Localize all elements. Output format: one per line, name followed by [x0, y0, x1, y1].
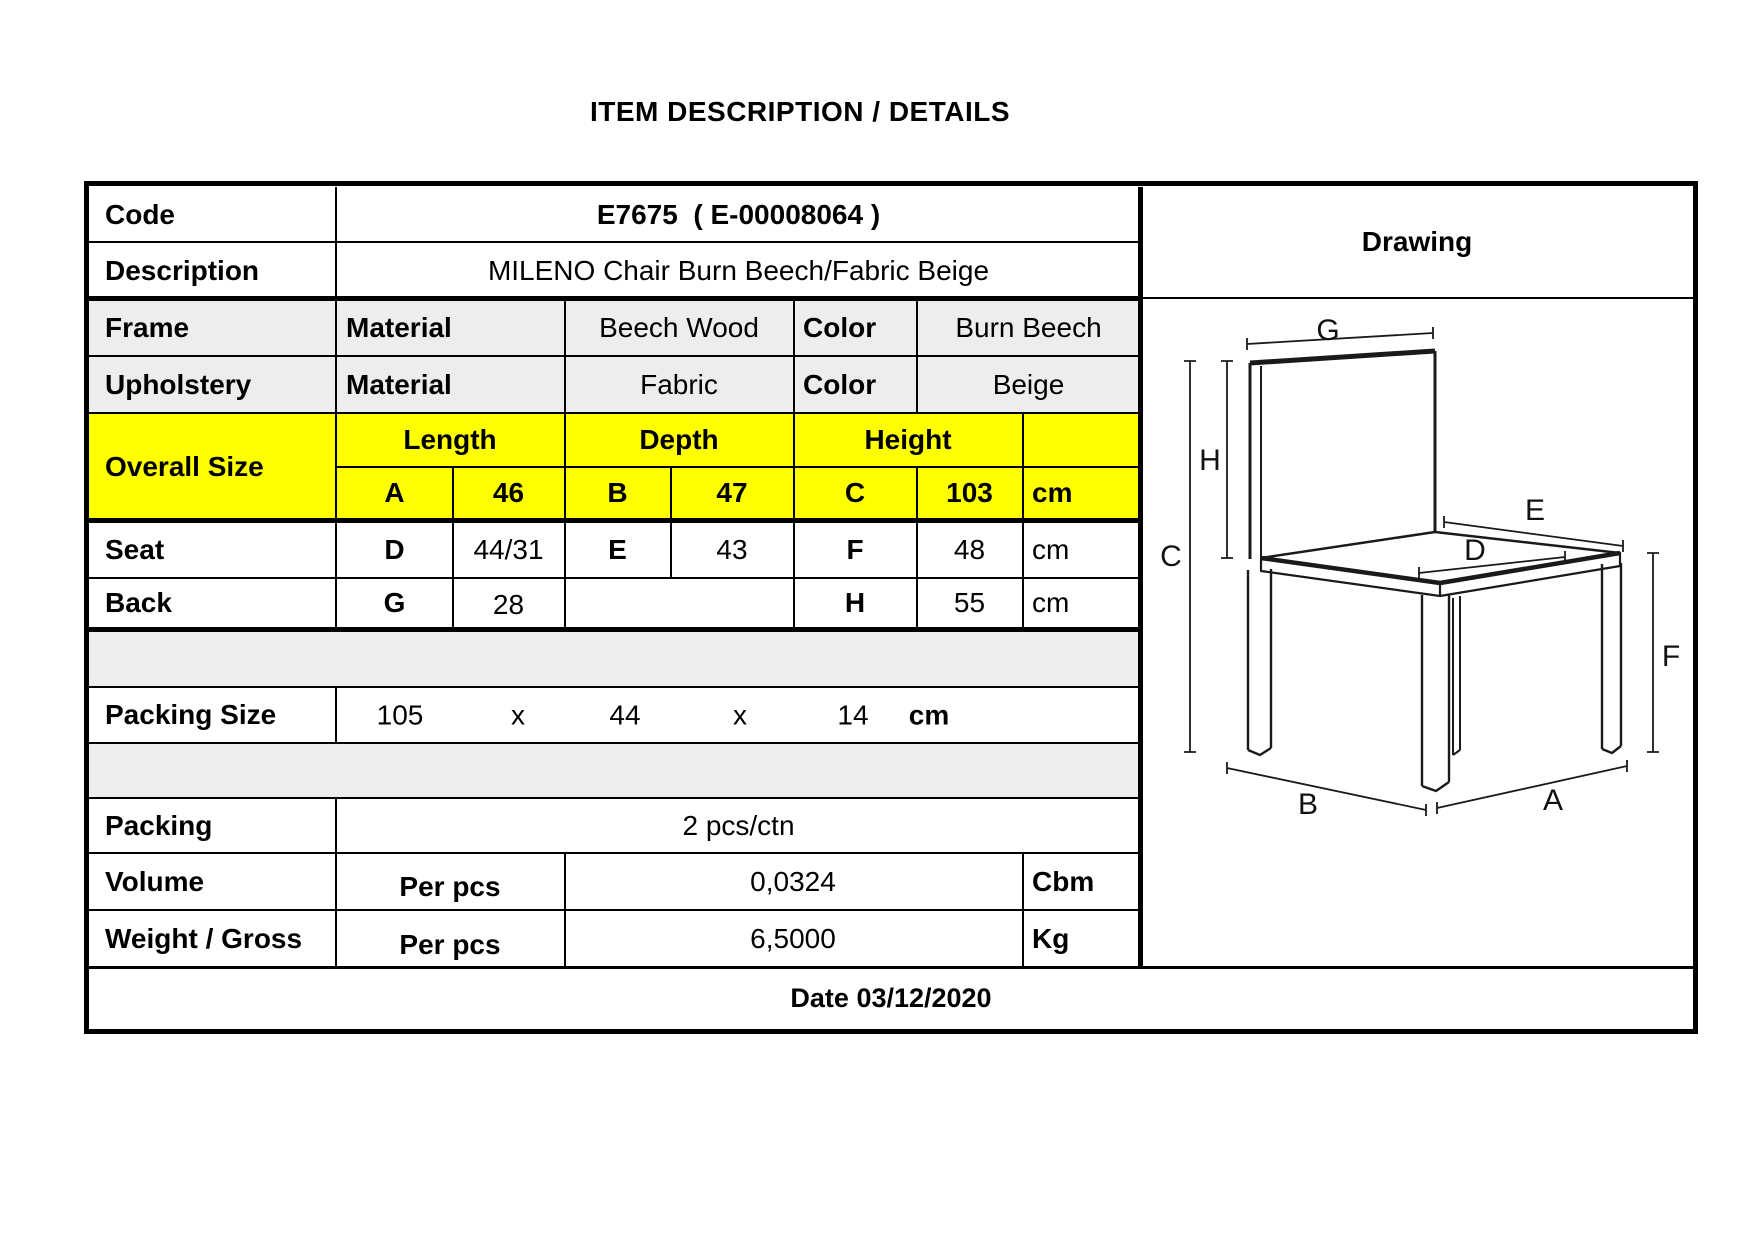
dim-label-e: E [1524, 494, 1546, 527]
frame-label: Frame [105, 311, 190, 343]
frame-material-label: Material [346, 311, 452, 343]
seat-unit: cm [1032, 533, 1070, 565]
dim-e-value: 43 [716, 533, 748, 565]
packing-size-label: Packing Size [105, 699, 277, 731]
dim-label-f: F [1661, 640, 1681, 673]
packing-size-sep1: x [511, 699, 525, 731]
weight-unit: Kg [1032, 923, 1070, 955]
upholstery-color-label: Color [803, 368, 877, 400]
volume-unit: Cbm [1032, 865, 1095, 897]
dim-label-a: A [1542, 784, 1564, 817]
dim-line-b [1227, 762, 1426, 816]
weight-label: Weight / Gross [105, 923, 303, 955]
overall-size-unit: cm [1032, 477, 1073, 509]
dim-f-key: F [846, 533, 864, 565]
upholstery-color-value: Beige [992, 368, 1065, 400]
chair-rear-leg [1453, 596, 1460, 755]
code-label: Code [105, 198, 175, 230]
upholstery-label: Upholstery [105, 368, 252, 400]
dim-line-c [1184, 361, 1196, 752]
chair-drawing [1141, 298, 1693, 968]
back-unit: cm [1032, 587, 1070, 619]
height-header: Height [864, 424, 952, 456]
dim-a-value: 46 [492, 477, 525, 509]
dim-g-value: 28 [492, 588, 525, 620]
frame-color-label: Color [803, 311, 877, 343]
volume-value: 0,0324 [750, 865, 836, 897]
dim-label-c: C [1160, 540, 1182, 573]
seat-label: Seat [105, 533, 165, 565]
description-value: MILENO Chair Burn Beech/Fabric Beige [487, 254, 990, 286]
volume-label: Volume [105, 865, 205, 897]
dim-e-key: E [608, 533, 627, 565]
packing-value: 2 pcs/ctn [682, 809, 795, 841]
chair-right-leg [1602, 563, 1621, 753]
packing-size-value [336, 687, 1141, 743]
chair-backrest-top-edge [1250, 351, 1435, 363]
dim-d-value: 44/31 [473, 533, 544, 565]
dim-label-h: H [1199, 444, 1221, 477]
dim-label-g: G [1316, 314, 1340, 347]
packing-label: Packing [105, 809, 213, 841]
dim-c-value: 103 [946, 477, 993, 509]
dim-line-f [1647, 553, 1659, 752]
overall-size-label: Overall Size [105, 451, 264, 483]
packing-size-unit: cm [908, 699, 950, 731]
upholstery-material-label: Material [346, 368, 452, 400]
dim-d-key: D [384, 533, 405, 565]
chair-front-leg [1422, 594, 1449, 791]
upholstery-material-value: Fabric [640, 368, 718, 400]
dim-g-key: G [383, 587, 406, 619]
packing-size-dim2: 44 [609, 699, 641, 731]
drawing-header: Drawing [1361, 226, 1473, 258]
description-label: Description [105, 254, 260, 286]
depth-header: Depth [639, 424, 719, 456]
volume-per-label: Per pcs [399, 870, 501, 902]
dim-h-value: 55 [953, 587, 986, 619]
chair-left-leg [1248, 569, 1271, 755]
dim-label-d: D [1464, 534, 1486, 567]
page-title: ITEM DESCRIPTION / DETAILS [589, 96, 1011, 127]
back-label: Back [105, 587, 172, 619]
frame-color-value: Burn Beech [955, 311, 1102, 343]
code-value: E7675 ( E-00008064 ) [596, 198, 881, 230]
weight-per-label: Per pcs [399, 928, 501, 960]
packing-size-dim3: 14 [837, 699, 869, 731]
dim-b-key: B [607, 477, 628, 509]
dim-h-key: H [844, 587, 866, 619]
dim-line-h [1221, 361, 1233, 558]
packing-size-sep2: x [733, 699, 747, 731]
date-footer: Date 03/12/2020 [790, 983, 992, 1014]
dim-a-key: A [384, 477, 405, 509]
length-header: Length [403, 424, 497, 456]
weight-value: 6,5000 [750, 923, 836, 955]
dim-line-g [1247, 327, 1433, 350]
dim-f-value: 48 [953, 533, 986, 565]
packing-size-dim1: 105 [376, 699, 424, 731]
dim-c-key: C [844, 477, 866, 509]
dim-label-b: B [1297, 788, 1319, 821]
frame-material-value: Beech Wood [599, 311, 759, 343]
dim-line-a [1437, 760, 1627, 814]
dim-b-value: 47 [716, 477, 748, 509]
